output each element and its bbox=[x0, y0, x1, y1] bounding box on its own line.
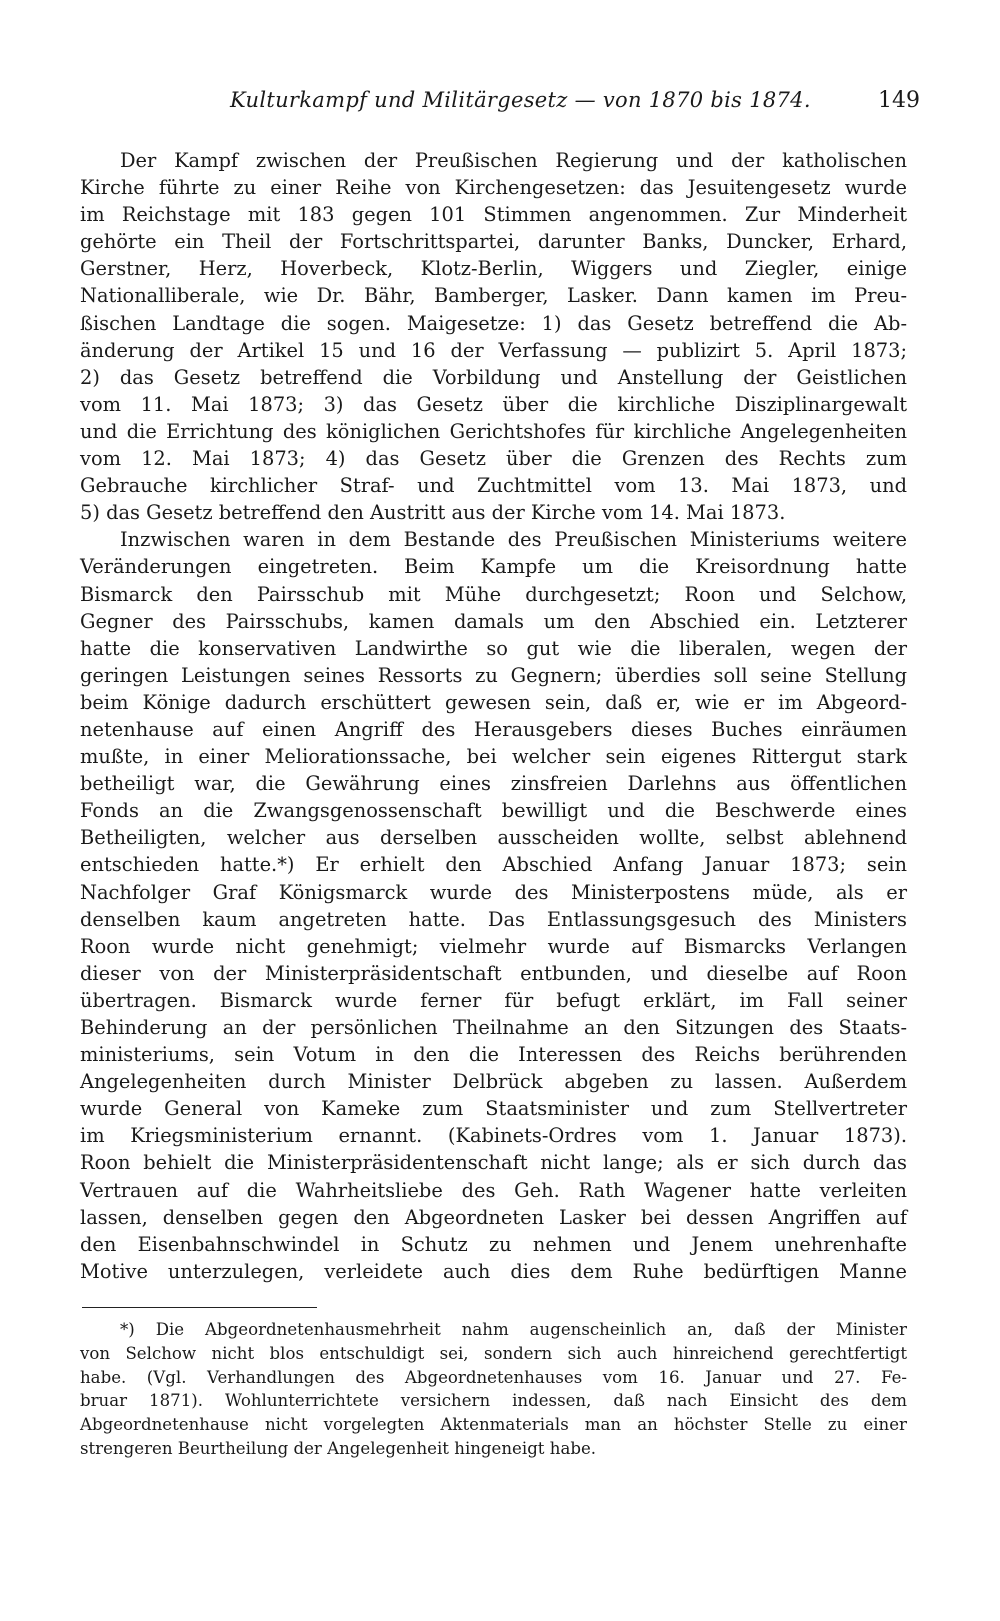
text-line: Gerstner, Herz, Hoverbeck, Klotz-Berlin, Wiggers und Ziegler, einige bbox=[80, 257, 907, 281]
text-line: den Eisenbahnschwindel in Schutz zu nehmen und Jenem unehrenhafte bbox=[80, 1232, 907, 1256]
text-line: denselben kaum angetreten hatte. Das Entlassungsgesuch des Ministers bbox=[80, 907, 907, 931]
text-line: im Kriegsministerium ernannt. (Kabinets-Ordres vom 1. Januar 1873). bbox=[80, 1124, 907, 1148]
text-line: netenhause auf einen Angriff des Herausgebers dieses Buches einräumen bbox=[80, 717, 907, 741]
text-line: hatte die konservativen Landwirthe so gut wie die liberalen, wegen der bbox=[80, 636, 907, 660]
text-line: Kirche führte zu einer Reihe von Kirchengesetzen: das Jesuitengesetz wurde bbox=[80, 176, 907, 200]
body-text bbox=[80, 147, 907, 1285]
text-line: Nationalliberale, wie Dr. Bähr, Bamberger, Lasker. Dann kamen im Preu- bbox=[80, 284, 907, 308]
text-line: Inzwischen waren in dem Bestande des Preußischen Ministeriums weitere bbox=[120, 528, 907, 552]
running-title: Kulturkampf und Militärgesetz — von 1870 bis 1874. bbox=[230, 88, 811, 112]
footnote-line: Abgeordnetenhause nicht vorgelegten Aktenmaterials man an höchster Stelle zu einer bbox=[80, 1415, 907, 1435]
paragraph bbox=[80, 147, 907, 526]
text-line: Roon wurde nicht genehmigt; vielmehr wurde auf Bismarcks Verlangen bbox=[80, 934, 907, 958]
footnote bbox=[80, 1318, 907, 1461]
text-line: mußte, in einer Meliorationssache, bei welcher sein eigenes Rittergut stark bbox=[80, 745, 907, 769]
text-line: übertragen. Bismarck wurde ferner für befugt erklärt, im Fall seiner bbox=[80, 988, 907, 1012]
footnote-line: strengeren Beurtheilung der Angelegenheit hingeneigt habe. bbox=[80, 1438, 597, 1458]
footnote-rule bbox=[82, 1307, 317, 1308]
footnote-line: habe. (Vgl. Verhandlungen des Abgeordnetenhauses vom 16. Januar und 27. Fe- bbox=[80, 1367, 907, 1387]
text-line: Betheiligten, welcher aus derselben ausscheiden wollte, selbst ablehnend bbox=[80, 826, 907, 850]
text-line: dieser von der Ministerpräsidentschaft entbunden, und dieselbe auf Roon bbox=[80, 961, 907, 985]
paragraph bbox=[80, 526, 907, 1285]
text-line: beim Könige dadurch erschüttert gewesen sein, daß er, wie er im Abgeord- bbox=[80, 690, 907, 714]
text-line: Gegner des Pairsschubs, kamen damals um den Abschied ein. Letzterer bbox=[80, 609, 907, 633]
text-line: Vertrauen auf die Wahrheitsliebe des Geh. Rath Wagener hatte verleiten bbox=[80, 1178, 907, 1202]
footnote-line: bruar 1871). Wohlunterrichtete versichern indessen, daß nach Einsicht des dem bbox=[80, 1391, 907, 1411]
text-line: im Reichstage mit 183 gegen 101 Stimmen angenommen. Zur Minderheit bbox=[80, 203, 907, 227]
text-line: geringen Leistungen seines Ressorts zu Gegnern; überdies soll seine Stellung bbox=[80, 663, 907, 687]
text-line: Gebrauche kirchlicher Straf- und Zuchtmittel vom 13. Mai 1873, und bbox=[80, 474, 907, 498]
text-line: und die Errichtung des königlichen Gerichtshofes für kirchliche Angelegenheiten bbox=[80, 419, 907, 443]
page-number: 149 bbox=[878, 88, 920, 113]
text-line: 5) das Gesetz betreffend den Austritt aus der Kirche vom 14. Mai 1873. bbox=[80, 501, 786, 525]
text-line: Angelegenheiten durch Minister Delbrück abgeben zu lassen. Außerdem bbox=[80, 1070, 907, 1094]
text-line: Motive unterzulegen, verleidete auch dies dem Ruhe bedürftigen Manne bbox=[80, 1259, 907, 1283]
text-line: entschieden hatte.*) Er erhielt den Abschied Anfang Januar 1873; sein bbox=[80, 853, 907, 877]
text-line: Veränderungen eingetreten. Beim Kampfe um die Kreisordnung hatte bbox=[80, 555, 907, 579]
text-line: vom 12. Mai 1873; 4) das Gesetz über die Grenzen des Rechts zum bbox=[80, 447, 907, 471]
text-line: ministeriums, sein Votum in den die Interessen des Reichs berührenden bbox=[80, 1043, 907, 1067]
text-line: lassen, denselben gegen den Abgeordneten Lasker bei dessen Angriffen auf bbox=[80, 1205, 907, 1229]
text-line: Bismarck den Pairsschub mit Mühe durchgesetzt; Roon und Selchow, bbox=[80, 582, 907, 606]
text-line: wurde General von Kameke zum Staatsminister und zum Stellvertreter bbox=[80, 1097, 907, 1121]
text-line: Behinderung an der persönlichen Theilnahme an den Sitzungen des Staats- bbox=[80, 1016, 907, 1039]
text-line: Roon behielt die Ministerpräsidentenschaft nicht lange; als er sich durch das bbox=[80, 1151, 907, 1175]
text-line: betheiligt war, die Gewährung eines zinsfreien Darlehns aus öffentlichen bbox=[80, 772, 907, 796]
text-line: Nachfolger Graf Königsmarck wurde des Ministerpostens müde, als er bbox=[80, 880, 907, 904]
text-line: Der Kampf zwischen der Preußischen Regierung und der katholischen bbox=[120, 149, 907, 172]
text-line: vom 11. Mai 1873; 3) das Gesetz über die kirchliche Disziplinargewalt bbox=[80, 392, 907, 416]
text-line: ßischen Landtage die sogen. Maigesetze: 1) das Gesetz betreffend die Ab- bbox=[80, 311, 907, 335]
text-line: Fonds an die Zwangsgenossenschaft bewilligt und die Beschwerde eines bbox=[80, 799, 907, 823]
page-header bbox=[80, 88, 920, 128]
text-line: 2) das Gesetz betreffend die Vorbildung und Anstellung der Geistlichen bbox=[80, 365, 907, 389]
footnote-line: *) Die Abgeordnetenhausmehrheit nahm augenscheinlich an, daß der Minister bbox=[120, 1320, 907, 1339]
text-line: änderung der Artikel 15 und 16 der Verfassung — publizirt 5. April 1873; bbox=[80, 338, 907, 362]
footnote-line: von Selchow nicht blos entschuldigt sei, sondern sich auch hinreichend gerechtfertigt bbox=[80, 1343, 907, 1363]
text-line: gehörte ein Theil der Fortschrittspartei, darunter Banks, Duncker, Erhard, bbox=[80, 230, 907, 254]
